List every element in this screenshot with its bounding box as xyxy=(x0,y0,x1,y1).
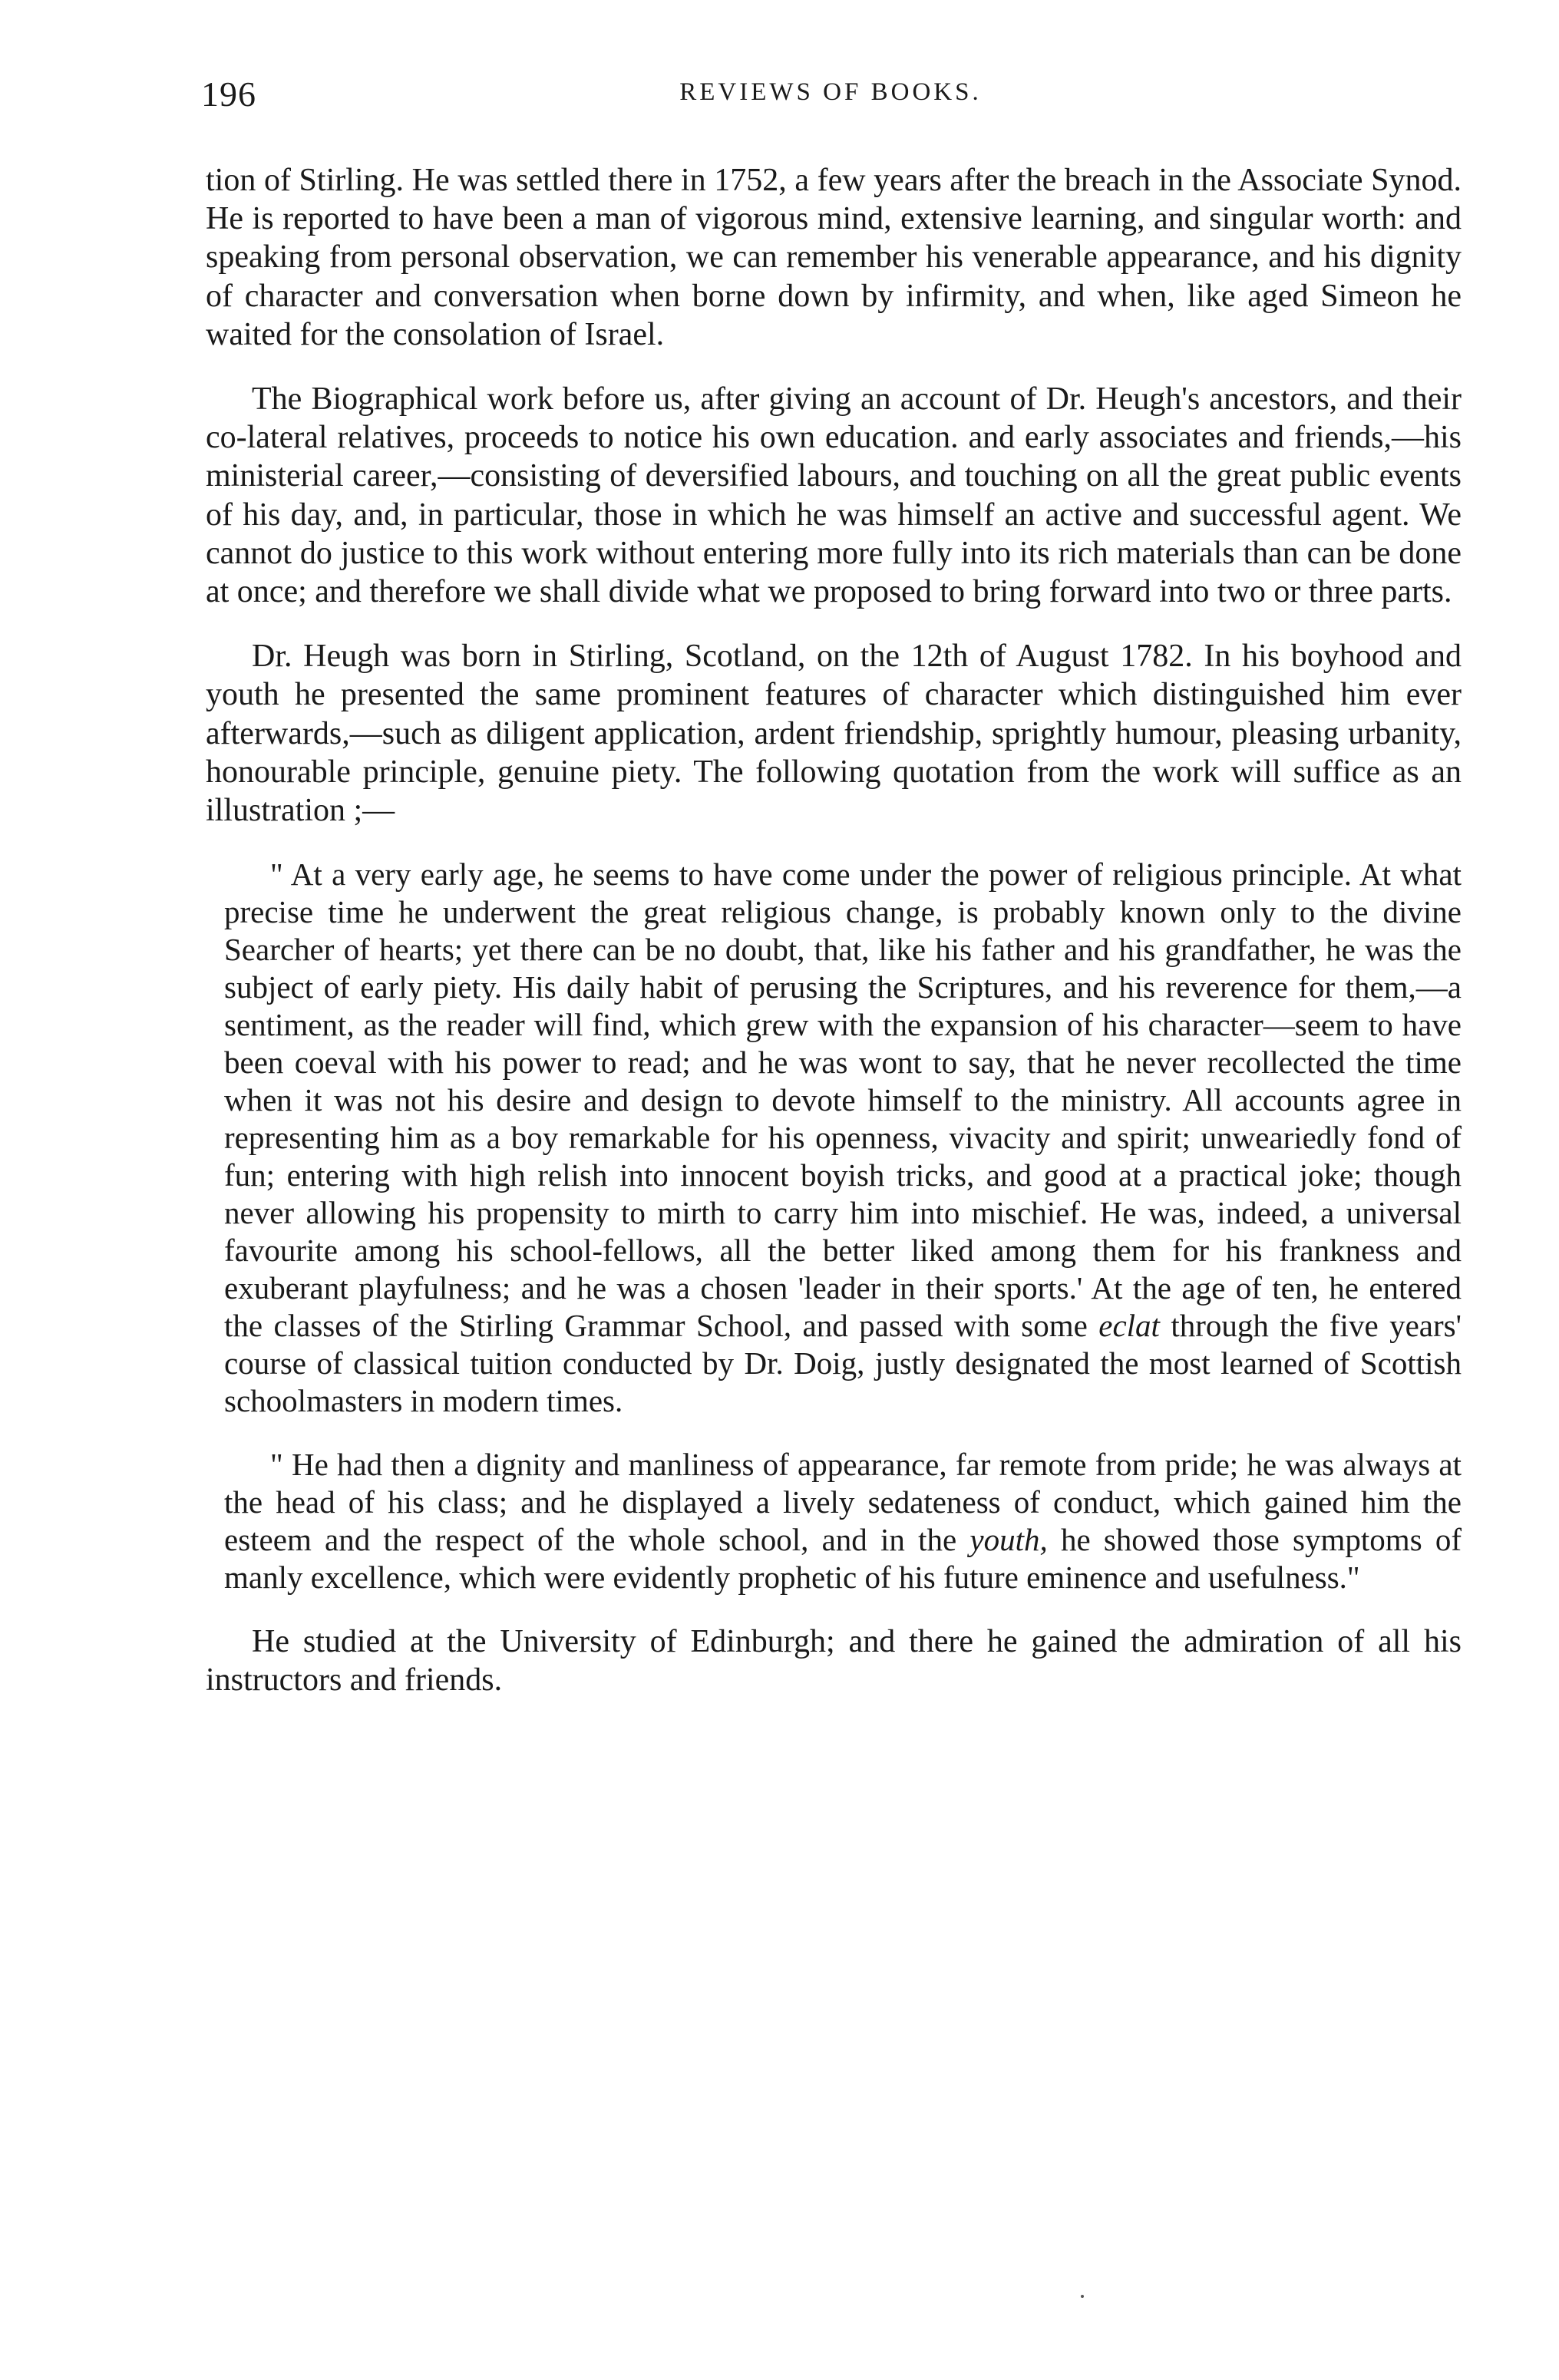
paragraph-continuation: tion of Stirling. He was settled there in 1752, a few years after the breach in the Associate Synod. He is reported to have been a man of vigorous mind, extensive learning, and singular worth: and speaking from personal observation, we can remember his venerable appearance, and his dignity of character and conversation when borne down by infirmity, and when, like aged Simeon he waited for the consolation of Israel. xyxy=(206,163,1462,352)
body-text xyxy=(206,161,1462,1700)
block-quote xyxy=(224,856,1462,1596)
quote-text-part-2: through the five years' course of classical tuition conducted by Dr. Doig, justly designated the most learned of Scottish schoolmasters in modern times. xyxy=(224,1308,1462,1419)
page-number: 196 xyxy=(201,74,256,114)
quote-text-part-2: he showed those symptoms of manly excellence, which were evidently prophetic of his future eminence and usefulness." xyxy=(224,1522,1462,1596)
quote-emphasis-eclat: eclat xyxy=(1098,1308,1160,1344)
paragraph-biographical-work: The Biographical work before us, after giving an account of Dr. Heugh's ancestors, and their co-lateral relatives, proceeds to notice his own education. and early associates and friends,—his ministerial career,—consisting of deversified labours, and touching on all the great public events of his day, and, in particular, those in which he was himself an active and successful agent. We cannot do justice to this work without entering more fully into its rich materials than can be done at once; and therefore we shall divide what we proposed to bring forward into two or three parts. xyxy=(206,381,1462,610)
paragraph-birth: Dr. Heugh was born in Stirling, Scotland, on the 12th of August 1782. In his boyhood and youth he presented the same prominent features of character which distinguished him ever afterwards,—such as diligent application, ardent friendship, sprightly humour, pleasing urbanity, honourable principle, genuine piety. The following quotation from the work will suffice as an illustration ;— xyxy=(206,639,1462,829)
quote-paragraph-early-age xyxy=(224,856,1462,1420)
quote-text-part-1: " He had then a dignity and manliness of appearance, far remote from pride; he was always at the head of his class; and he displayed a lively sedateness of conduct, which gained him the esteem and the respect of the whole school, and in the xyxy=(224,1447,1462,1558)
page-header xyxy=(201,74,1460,127)
running-head: REVIEWS OF BOOKS. xyxy=(679,78,982,106)
quote-paragraph-dignity xyxy=(224,1446,1462,1596)
print-speck xyxy=(1081,2295,1084,2298)
quote-emphasis-youth: youth, xyxy=(969,1522,1048,1558)
quote-text-part-1: " At a very early age, he seems to have come under the power of religious principle. At what precise time he underwent the great religious change, is probably known only to the divine Searcher of hearts; yet there can be no doubt, that, like his father and his grandfather, he was the subject of early piety. His daily habit of perusing the Scriptures, and his reverence for them,—a sentiment, as the reader will find, which grew with the expansion of his character—seem to have been coeval with his power to read; and he was wont to say, that he never recollected the time when it was not his desire and design to devote himself to the ministry. All accounts agree in representing him as a boy remarkable for his openness, vivacity and spirit; unweariedly fond of fun; entering with high relish into innocent boyish tricks, and good at a practical joke; though never allowing his propensity to mirth to carry him into mischief. He was, indeed, a universal favourite among his school-fellows, all the better liked among them for his frankness and exuberant playfulness; and he was a chosen 'leader in their sports.' At the age of ten, he entered the classes of the Stirling Grammar School, and passed with some xyxy=(224,857,1462,1344)
paragraph-university: He studied at the University of Edinburgh; and there he gained the admiration of all his instructors and friends. xyxy=(206,1624,1462,1698)
